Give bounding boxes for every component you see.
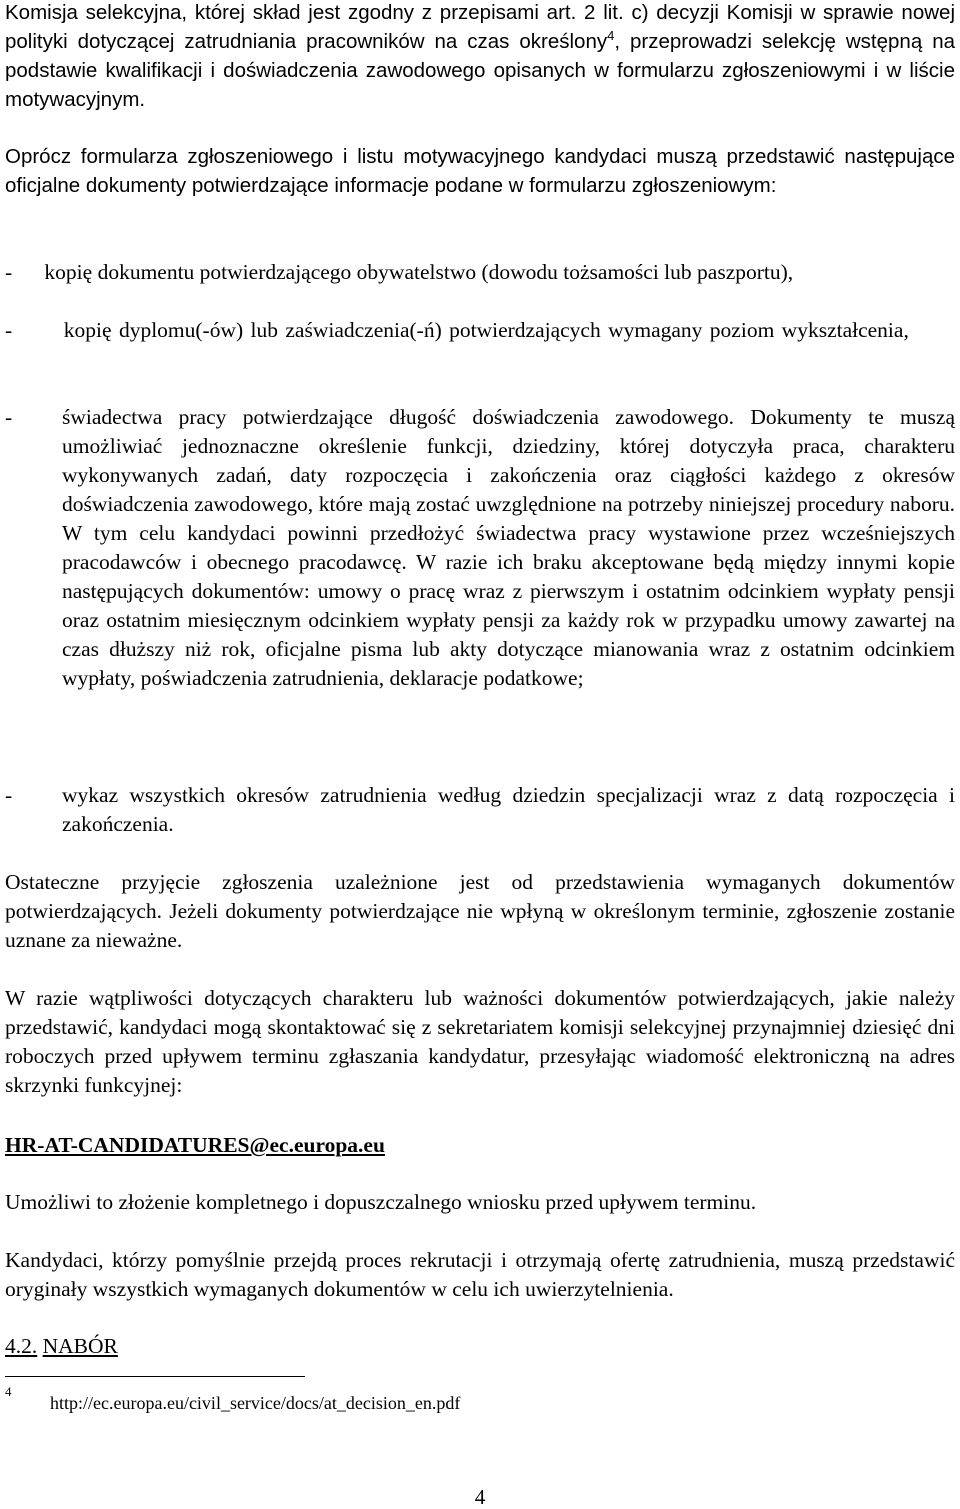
section-title: NABÓR: [42, 1334, 118, 1358]
paragraph-originals-required: Kandydaci, którzy pomyślnie przejdą proces rekrutacji i otrzymają ofertę zatrudnienia, muszą przedstawić oryginały wszystkich wymaganych dokumentów w celu ich uwierzytelnienia.: [5, 1248, 955, 1301]
list-item-text: kopię dyplomu(-ów) lub zaświadczenia(-ń) potwierdzających wymagany poziom wykształcenia,: [63, 318, 909, 342]
list-item-employment-periods: [5, 781, 955, 841]
paragraph-contact-secretariat: W razie wątpliwości dotyczących charakteru lub ważności dokumentów potwierdzających, jakie należy przedstawić, kandydaci mogą skontaktować się z sekretariatem komisji selekcyjnej przynajmniej dziesięć dni roboczych przed upływem terminu zgłaszania kandydatur, przesyłając wiadomość elektroniczną na adres skrzynki funkcyjnej:: [5, 986, 955, 1097]
list-dash: -: [5, 405, 13, 429]
section-heading: [5, 1332, 118, 1361]
footnote-url[interactable]: http://ec.europa.eu/civil_service/docs/at_decision_en.pdf: [50, 1393, 461, 1413]
list-item-text: kopię dokumentu potwierdzającego obywatelstwo (dowodu tożsamości lub paszportu),: [44, 260, 794, 284]
list-item-citizenship: [5, 258, 955, 287]
footnote-separator: [5, 1376, 305, 1377]
page-number: 4: [474, 1485, 486, 1509]
section-number: 4.2.: [5, 1334, 38, 1358]
list-dash: -: [5, 783, 13, 807]
list-item-text: wykaz wszystkich okresów zatrudnienia według dziedzin specjalizacji wraz z datą rozpoczęcia i zakończenia.: [62, 783, 955, 836]
functional-mailbox-email-link[interactable]: HR-AT-CANDIDATURES@ec.europa.eu: [5, 1133, 385, 1157]
list-dash: -: [5, 260, 13, 284]
list-item-text: świadectwa pracy potwierdzające długość doświadczenia zawodowego. Dokumenty te muszą umożliwiać jednoznaczne określenie funkcji, dziedziny, której dotyczyła praca, charakteru wykonywanych zadań, daty rozpoczęcia i zakończenia oraz ciągłości każdego z okresów doświadczenia zawodowego, które mają zostać uwzględnione na potrzeby niniejszej procedury naboru. W tym celu kandydaci powinni przedłożyć świadectwa pracy wystawione przez wcześniejszych pracodawców i obecnego pracodawcę. W razie ich braku akceptowane będą między innymi kopie następujących dokumentów: umowy o pracę wraz z pierwszym i ostatnim odcinkiem wypłaty pensji oraz ostatnim miesięcznym odcinkiem wypłaty pensji za każdy rok w przypadku umowy zawartej na czas dłuższy niż rok, oficjalne pisma lub akty dotyczące mianowania wraz z ostatnim odcinkiem wypłaty, poświadczenia zatrudnienia, deklaracje podatkowe;: [62, 405, 955, 690]
paragraph-final-acceptance: Ostateczne przyjęcie zgłoszenia uzależnione jest od przedstawienia wymaganych dokumentów potwierdzających. Jeżeli dokumenty potwierdzające nie wpłyną w określonym terminie, zgłoszenie zostanie uznane za nieważne.: [5, 870, 955, 952]
paragraph-complete-application: Umożliwi to złożenie kompletnego i dopuszczalnego wniosku przed upływem terminu.: [5, 1190, 757, 1214]
footnote-mark: 4: [5, 1384, 12, 1399]
footnote-reference[interactable]: 4: [607, 28, 615, 43]
list-item-diploma: [5, 316, 955, 345]
list-item-work-certificates: [5, 403, 955, 753]
paragraph-selection-committee: Komisja selekcyjna, której skład jest zgodny z przepisami art. 2 lit. c) decyzji Komisji w sprawie nowej polityki dotyczącej zatrudniania pracowników na czas określony$^4$, przeprowadzi selekcję wstępną na podstawie kwalifikacji i doświadczenia zawodowego opisanych w formularzu zgłoszeniowymi i w liście motywacyjnym.: [5, 1, 955, 111]
paragraph-required-documents: Oprócz formularza zgłoszeniowego i listu motywacyjnego kandydaci muszą przedstawić następujące oficjalne dokumenty potwierdzające informacje podane w formularzu zgłoszeniowym:: [5, 145, 955, 197]
list-dash: -: [5, 318, 13, 342]
